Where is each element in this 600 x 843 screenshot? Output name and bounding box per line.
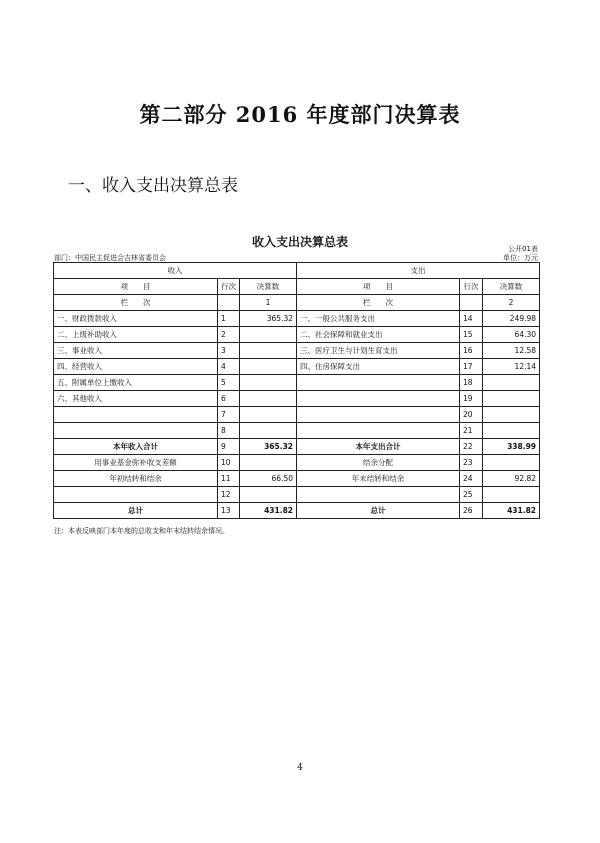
- income-column-label: 栏 次: [54, 295, 218, 311]
- income-line-header: 行次: [218, 279, 240, 295]
- income-item-cell: 年初结转和结余: [54, 471, 218, 487]
- expense-item-cell: [297, 487, 460, 503]
- expense-amount-cell: 249.98: [483, 311, 540, 327]
- expense-amount-cell: 64.30: [483, 327, 540, 343]
- income-expense-table: [53, 262, 540, 519]
- expense-line-cell: 23: [460, 455, 483, 471]
- table-row: [54, 503, 540, 519]
- expense-amount-cell: 12.14: [483, 359, 540, 375]
- table-title: 收入支出决算总表: [251, 235, 348, 249]
- income-line-cell: 5: [218, 375, 240, 391]
- income-line-cell: 11: [218, 471, 240, 487]
- expense-line-cell: 18: [460, 375, 483, 391]
- income-amount-cell: [240, 407, 297, 423]
- income-column-blank: [218, 295, 240, 311]
- income-line-cell: 2: [218, 327, 240, 343]
- expense-item-cell: [297, 375, 460, 391]
- expense-header: 支出: [297, 263, 540, 279]
- income-item-cell: 三、事业收入: [54, 343, 218, 359]
- expense-item-cell: 本年支出合计: [297, 439, 460, 455]
- expense-item-cell: 四、住房保障支出: [297, 359, 460, 375]
- table-row: [54, 391, 540, 407]
- income-line-cell: 10: [218, 455, 240, 471]
- expense-amount-cell: [483, 423, 540, 439]
- income-line-cell: 8: [218, 423, 240, 439]
- expense-item-cell: 年末结转和结余: [297, 471, 460, 487]
- income-amount-cell: [240, 327, 297, 343]
- expense-item-cell: 三、医疗卫生与计划生育支出: [297, 343, 460, 359]
- expense-line-cell: 17: [460, 359, 483, 375]
- income-amount-cell: 365.32: [240, 311, 297, 327]
- expense-line-cell: 16: [460, 343, 483, 359]
- income-amount-header: 决算数: [240, 279, 297, 295]
- table-row: [54, 439, 540, 455]
- expense-line-cell: 20: [460, 407, 483, 423]
- income-item-cell: 二、上级补助收入: [54, 327, 218, 343]
- table-row: [54, 487, 540, 503]
- income-line-cell: 9: [218, 439, 240, 455]
- income-line-cell: 1: [218, 311, 240, 327]
- expense-line-cell: 21: [460, 423, 483, 439]
- table-note: 注：本表反映部门本年度的总收支和年末结转结余情况。: [54, 527, 229, 535]
- page-title: 第二部分 2016 年度部门决算表: [139, 102, 461, 127]
- income-line-cell: 12: [218, 487, 240, 503]
- income-amount-cell: [240, 343, 297, 359]
- table-row: [54, 327, 540, 343]
- income-item-cell: [54, 487, 218, 503]
- expense-amount-cell: [483, 391, 540, 407]
- income-item-header: 项 目: [54, 279, 218, 295]
- income-line-cell: 3: [218, 343, 240, 359]
- expense-amount-cell: 92.82: [483, 471, 540, 487]
- income-amount-cell: 431.82: [240, 503, 297, 519]
- table-row: [54, 407, 540, 423]
- expense-item-cell: [297, 391, 460, 407]
- income-amount-cell: [240, 391, 297, 407]
- income-item-cell: 四、经营收入: [54, 359, 218, 375]
- income-item-cell: 总计: [54, 503, 218, 519]
- income-amount-cell: 365.32: [240, 439, 297, 455]
- income-item-cell: 一、财政拨款收入: [54, 311, 218, 327]
- expense-amount-cell: 12.58: [483, 343, 540, 359]
- expense-line-cell: 19: [460, 391, 483, 407]
- section-heading: 一、收入支出决算总表: [68, 176, 238, 196]
- expense-amount-cell: [483, 455, 540, 471]
- income-amount-cell: [240, 359, 297, 375]
- income-amount-cell: [240, 455, 297, 471]
- table-row: [54, 311, 540, 327]
- expense-line-cell: 25: [460, 487, 483, 503]
- table-row: [54, 359, 540, 375]
- income-header: 收入: [54, 263, 297, 279]
- expense-item-cell: [297, 407, 460, 423]
- income-amount-cell: 66.50: [240, 471, 297, 487]
- expense-line-header: 行次: [460, 279, 483, 295]
- expense-amount-cell: [483, 375, 540, 391]
- expense-item-cell: 结余分配: [297, 455, 460, 471]
- expense-line-cell: 15: [460, 327, 483, 343]
- income-amount-cell: [240, 487, 297, 503]
- table-row: [54, 471, 540, 487]
- expense-line-cell: 24: [460, 471, 483, 487]
- income-column-number: 1: [240, 295, 297, 311]
- table-row: [54, 455, 540, 471]
- department-label: 部门：中国民主促进会吉林省委员会: [54, 254, 166, 262]
- form-code: 公开01表: [508, 245, 538, 253]
- expense-item-header: 项 目: [297, 279, 460, 295]
- expense-amount-cell: [483, 487, 540, 503]
- income-line-cell: 6: [218, 391, 240, 407]
- income-item-cell: [54, 407, 218, 423]
- expense-column-number: 2: [483, 295, 540, 311]
- income-line-cell: 4: [218, 359, 240, 375]
- expense-column-blank: [460, 295, 483, 311]
- income-line-cell: 13: [218, 503, 240, 519]
- income-item-cell: 用事业基金弥补收支差额: [54, 455, 218, 471]
- expense-line-cell: 22: [460, 439, 483, 455]
- page-number: 4: [297, 763, 303, 773]
- expense-line-cell: 26: [460, 503, 483, 519]
- table-row: [54, 375, 540, 391]
- expense-amount-cell: 338.99: [483, 439, 540, 455]
- income-item-cell: 六、其他收入: [54, 391, 218, 407]
- income-item-cell: 五、附属单位上缴收入: [54, 375, 218, 391]
- income-amount-cell: [240, 423, 297, 439]
- income-line-cell: 7: [218, 407, 240, 423]
- expense-column-label: 栏 次: [297, 295, 460, 311]
- expense-line-cell: 14: [460, 311, 483, 327]
- expense-item-cell: 总计: [297, 503, 460, 519]
- income-item-cell: 本年收入合计: [54, 439, 218, 455]
- unit-label: 单位：万元: [503, 254, 538, 262]
- expense-item-cell: [297, 423, 460, 439]
- table-row: [54, 343, 540, 359]
- expense-amount-header: 决算数: [483, 279, 540, 295]
- income-amount-cell: [240, 375, 297, 391]
- expense-amount-cell: 431.82: [483, 503, 540, 519]
- income-item-cell: [54, 423, 218, 439]
- expense-item-cell: 二、社会保障和就业支出: [297, 327, 460, 343]
- expense-amount-cell: [483, 407, 540, 423]
- expense-item-cell: 一、一般公共服务支出: [297, 311, 460, 327]
- table-row: [54, 423, 540, 439]
